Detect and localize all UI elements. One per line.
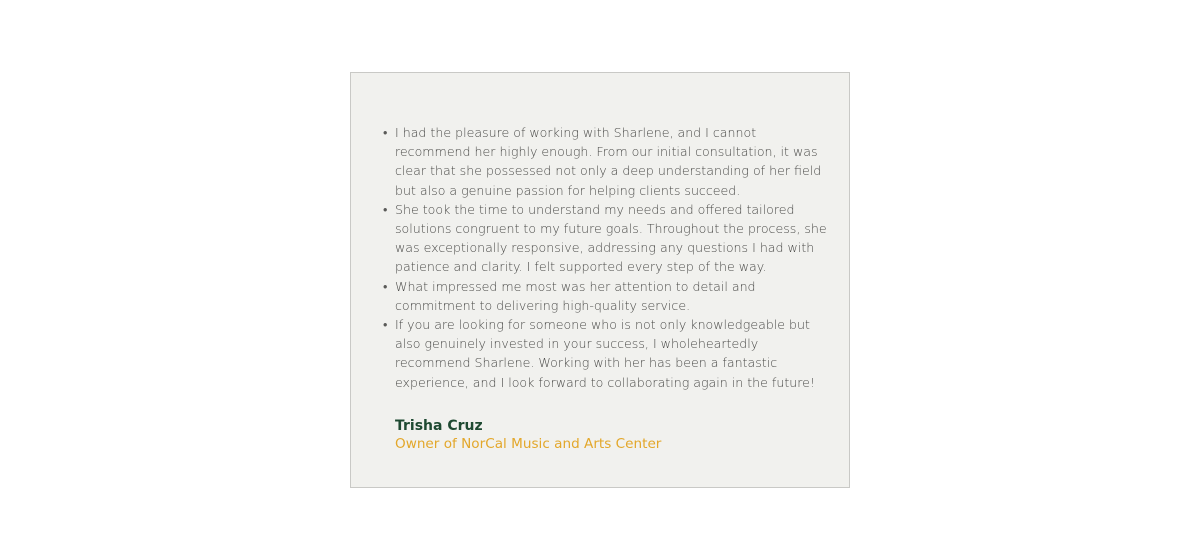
testimonial-point [383,315,835,392]
bullet-icon: • [383,317,388,333]
testimonial-point [383,123,835,200]
testimonial-card [350,72,850,488]
bullet-icon: • [383,125,388,140]
author-name: Trisha Cruz [395,418,483,434]
bullet-icon: • [383,201,388,217]
testimonial-list [383,123,835,392]
author-title: Owner of NorCal Music and Arts Center [395,436,662,452]
testimonial-point-text: What impressed me most was her attention to detail and commitment to delivering high-quality service. [395,278,756,313]
testimonial-point [383,277,835,315]
testimonial-point-text: I had the pleasure of working with Sharlene, and I cannot recommend her highly enough. From our initial consultation, it was clear that she possessed not only a deep understanding of her field but also a genuine passion for helping clients succeed. [395,125,822,198]
testimonial-point [383,200,835,277]
testimonial-point-text: She took the time to understand my needs and offered tailored solutions congruent to my future goals. Throughout the process, she was exceptionally responsive, addressing any questions I had with patience and clarity. I felt supported every step of the way. [395,201,827,275]
bullet-icon: • [383,278,388,294]
testimonial-point-text: If you are looking for someone who is not only knowledgeable but also genuinely invested in your success, I wholeheartedly recommend Sharlene. Working with her has been a fantastic experience, and I look forward to collaborating again in the future! [395,317,815,390]
